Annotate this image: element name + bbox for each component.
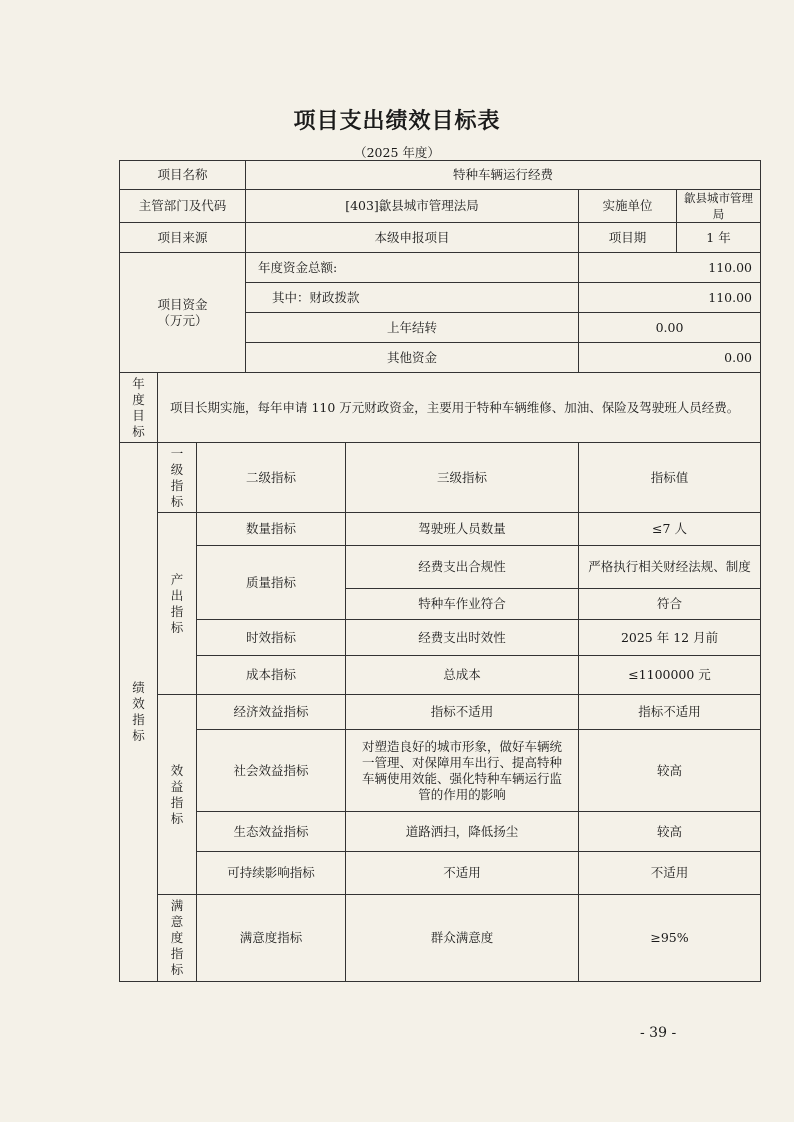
cost-l3: 总成本	[346, 656, 579, 695]
social-value: 较高	[579, 730, 761, 812]
fiscal-label: 其中：财政拨款	[246, 283, 579, 313]
other-funds-value: 0.00	[579, 343, 761, 373]
sustainable-value: 不适用	[579, 852, 761, 895]
department-label: 主管部门及代码	[120, 190, 246, 223]
ecological-l3: 道路洒扫，降低扬尘	[346, 812, 579, 852]
fiscal-value: 110.00	[579, 283, 761, 313]
carryover-value: 0.00	[579, 313, 761, 343]
executing-unit-value: 歙县城市管理局	[677, 190, 761, 223]
project-name-label: 项目名称	[120, 161, 246, 190]
level1-header: 一级指标	[158, 443, 197, 513]
quality-indicator: 质量指标	[197, 546, 346, 620]
social-indicator: 社会效益指标	[197, 730, 346, 812]
economic-l3: 指标不适用	[346, 695, 579, 730]
period-label: 项目期	[579, 223, 677, 253]
executing-unit-label: 实施单位	[579, 190, 677, 223]
timeliness-l3: 经费支出时效性	[346, 620, 579, 656]
annual-total-value: 110.00	[579, 253, 761, 283]
ecological-indicator: 生态效益指标	[197, 812, 346, 852]
satisfaction-indicators-label: 满意度指标	[158, 895, 197, 982]
annual-total-label: 年度资金总额:	[246, 253, 579, 283]
benefit-indicators-label: 效益指标	[158, 695, 197, 895]
quality-value-compliance: 严格执行相关财经法规、制度	[579, 546, 761, 589]
source-label: 项目来源	[120, 223, 246, 253]
satisfaction-indicator: 满意度指标	[197, 895, 346, 982]
quality-l3-special-vehicle: 特种车作业符合	[346, 589, 579, 620]
output-indicators-label: 产出指标	[158, 513, 197, 695]
quality-value-special-vehicle: 符合	[579, 589, 761, 620]
performance-table	[119, 160, 761, 982]
satisfaction-l3: 群众满意度	[346, 895, 579, 982]
annual-goal-text: 项目长期实施，每年申请 110 万元财政资金，主要用于特种车辆维修、加油、保险及驾驶班人员经费。	[158, 373, 761, 443]
satisfaction-value: ≥95%	[579, 895, 761, 982]
document-year: （2025 年度）	[354, 145, 440, 160]
sustainable-indicator: 可持续影响指标	[197, 852, 346, 895]
other-funds-label: 其他资金	[246, 343, 579, 373]
page-number: - 39 -	[640, 1025, 677, 1041]
quantity-indicator: 数量指标	[197, 513, 346, 546]
quality-l3-compliance: 经费支出合规性	[346, 546, 579, 589]
economic-value: 指标不适用	[579, 695, 761, 730]
department-value: [403]歙县城市管理法局	[246, 190, 579, 223]
level3-header: 三级指标	[346, 443, 579, 513]
quantity-value: ≤7 人	[579, 513, 761, 546]
level2-header: 二级指标	[197, 443, 346, 513]
social-l3: 对塑造良好的城市形象，做好车辆统一管理、对保障用车出行、提高特种车辆使用效能、强化特种车辆运行监管的作用的影响	[346, 730, 579, 812]
annual-goal-label: 年度目标	[120, 373, 158, 443]
timeliness-value: 2025 年 12 月前	[579, 620, 761, 656]
period-value: 1 年	[677, 223, 761, 253]
ecological-value: 较高	[579, 812, 761, 852]
performance-indicators-label: 绩效指标	[120, 443, 158, 982]
cost-indicator: 成本指标	[197, 656, 346, 695]
project-name-value: 特种车辆运行经费	[246, 161, 761, 190]
funds-label: 项目资金 （万元）	[120, 253, 246, 373]
quantity-l3: 驾驶班人员数量	[346, 513, 579, 546]
carryover-label: 上年结转	[246, 313, 579, 343]
cost-value: ≤1100000 元	[579, 656, 761, 695]
document-title: 项目支出绩效目标表	[293, 108, 501, 134]
indicator-value-header: 指标值	[579, 443, 761, 513]
sustainable-l3: 不适用	[346, 852, 579, 895]
source-value: 本级申报项目	[246, 223, 579, 253]
economic-indicator: 经济效益指标	[197, 695, 346, 730]
timeliness-indicator: 时效指标	[197, 620, 346, 656]
